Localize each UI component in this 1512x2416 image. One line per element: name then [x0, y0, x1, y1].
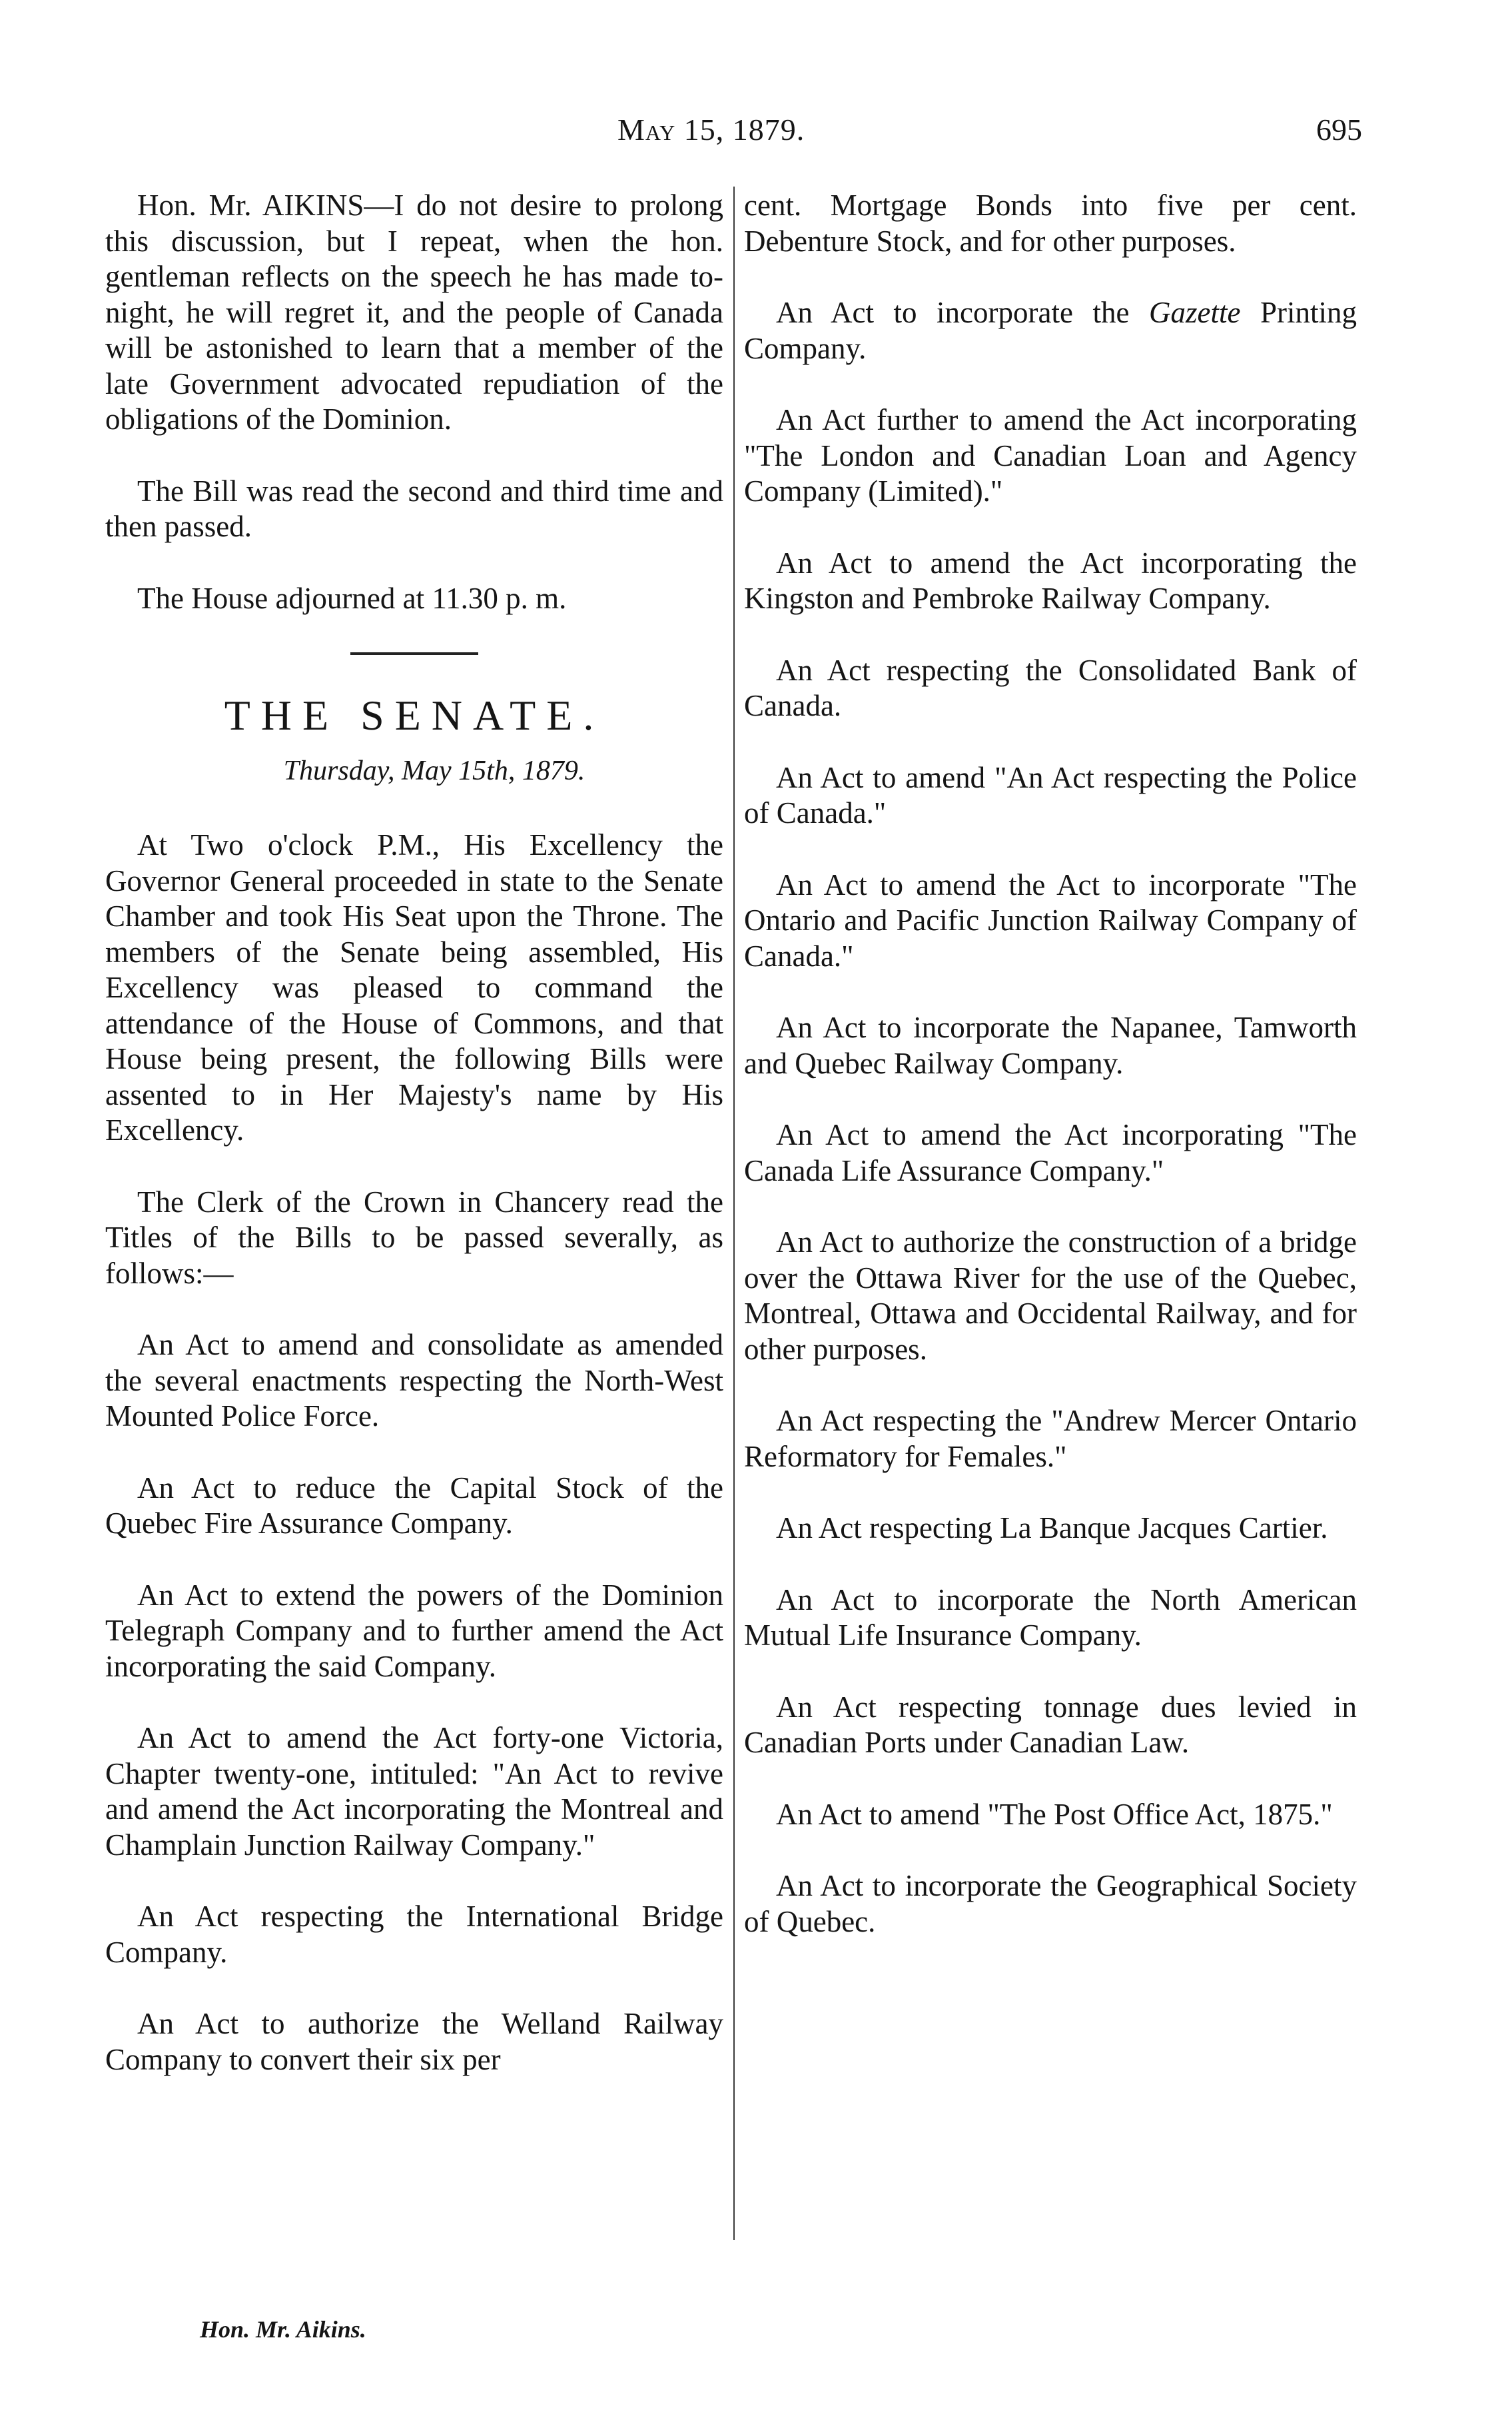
act-item: An Act to extend the powers of the Dominion Telegraph Company and to further amend the Act incorporating the said Company.	[105, 1578, 723, 1683]
act-item: An Act respecting tonnage dues levied in Canadian Ports under Canadian Law.	[744, 1690, 1357, 1759]
bill-read-statement: The Bill was read the second and third time and then passed.	[105, 474, 723, 543]
page-date: May 15, 1879.	[617, 113, 805, 147]
footer-speaker-name: Hon. Mr. Aikins.	[200, 2316, 366, 2343]
left-column	[105, 188, 723, 2078]
senate-opening: At Two o'clock P.M., His Excellency the Governor General proceeded in state to the Senate Chamber and took His Seat upon the Throne. The members of the Senate being assembled, His Excellency was pleased to command the attendance of the House of Commons, and that House being present, the following Bills were assented to in Her Majesty's name by His Excellency.	[105, 828, 723, 1147]
act-item: An Act respecting the "Andrew Mercer Ontario Reformatory for Females."	[744, 1404, 1357, 1473]
clerk-statement: The Clerk of the Crown in Chancery read the Titles of the Bills to be passed severally, as follows:—	[105, 1185, 723, 1290]
running-head	[0, 112, 1512, 159]
act-item: An Act to authorize the Welland Railway Company to convert their six per	[105, 2007, 723, 2076]
act-item: An Act to amend the Act incorporating the Kingston and Pembroke Railway Company.	[744, 546, 1357, 615]
column-divider	[733, 187, 735, 2240]
section-rule	[350, 652, 478, 655]
adjournment-statement: The House adjourned at 11.30 p. m.	[137, 581, 567, 615]
act-item: An Act to amend the Act to incorporate "The Ontario and Pacific Junction Railway Company of Canada."	[744, 868, 1357, 973]
act-item: An Act to reduce the Capital Stock of the Quebec Fire Assurance Company.	[105, 1471, 723, 1540]
act-item: An Act to amend "An Act respecting the Police of Canada."	[744, 760, 1357, 830]
act-item: An Act respecting the International Bridge Company.	[105, 1900, 723, 1969]
act-item: An Act to authorize the construction of a bridge over the Ottawa River for the use of the Quebec, Montreal, Ottawa and Occidental Railway, and for other purposes.	[744, 1225, 1357, 1366]
act-item: An Act to amend "The Post Office Act, 1875."	[776, 1797, 1333, 1831]
act-item: An Act to incorporate the Geographical Society of Quebec.	[744, 1869, 1357, 1938]
senate-date: Thursday, May 15th, 1879.	[283, 755, 585, 786]
act-item: An Act respecting La Banque Jacques Cartier.	[776, 1511, 1328, 1544]
act-item: An Act to amend the Act forty-one Victoria, Chapter twenty-one, intituled: "An Act to revive and amend the Act incorporating the Montreal and Champlain Junction Railway Company."	[105, 1721, 723, 1862]
act-item: An Act to amend the Act incorporating "The Canada Life Assurance Company."	[744, 1118, 1357, 1187]
act-item: An Act to incorporate the Napanee, Tamworth and Quebec Railway Company.	[744, 1011, 1357, 1080]
act-item: An Act further to amend the Act incorporating "The London and Canadian Loan and Agency Company (Limited)."	[744, 403, 1357, 508]
act-item-gazette: An Act to incorporate the Gazette Printing Company.	[744, 296, 1357, 365]
act-item: An Act to amend and consolidate as amended the several enactments respecting the North-West Mounted Police Force.	[105, 1328, 723, 1433]
act-item: An Act to incorporate the North American Mutual Life Insurance Company.	[744, 1582, 1357, 1652]
aikins-speech: Hon. Mr. AIKINS—I do not desire to prolong this discussion, but I repeat, when the hon. gentleman reflects on the speech he has made to-night, he will regret it, and the people of Canada will be astonished to learn that a member of the late Government advocated repudiation of the obligations of the Dominion.	[105, 189, 723, 436]
right-column	[744, 188, 1357, 1940]
continued-act-text: cent. Mortgage Bonds into five per cent. Debenture Stock, and for other purposes.	[744, 189, 1357, 258]
page-number: 695	[1316, 113, 1362, 147]
senate-heading: THE SENATE.	[224, 692, 605, 739]
act-item: An Act respecting the Consolidated Bank of Canada.	[744, 653, 1357, 722]
